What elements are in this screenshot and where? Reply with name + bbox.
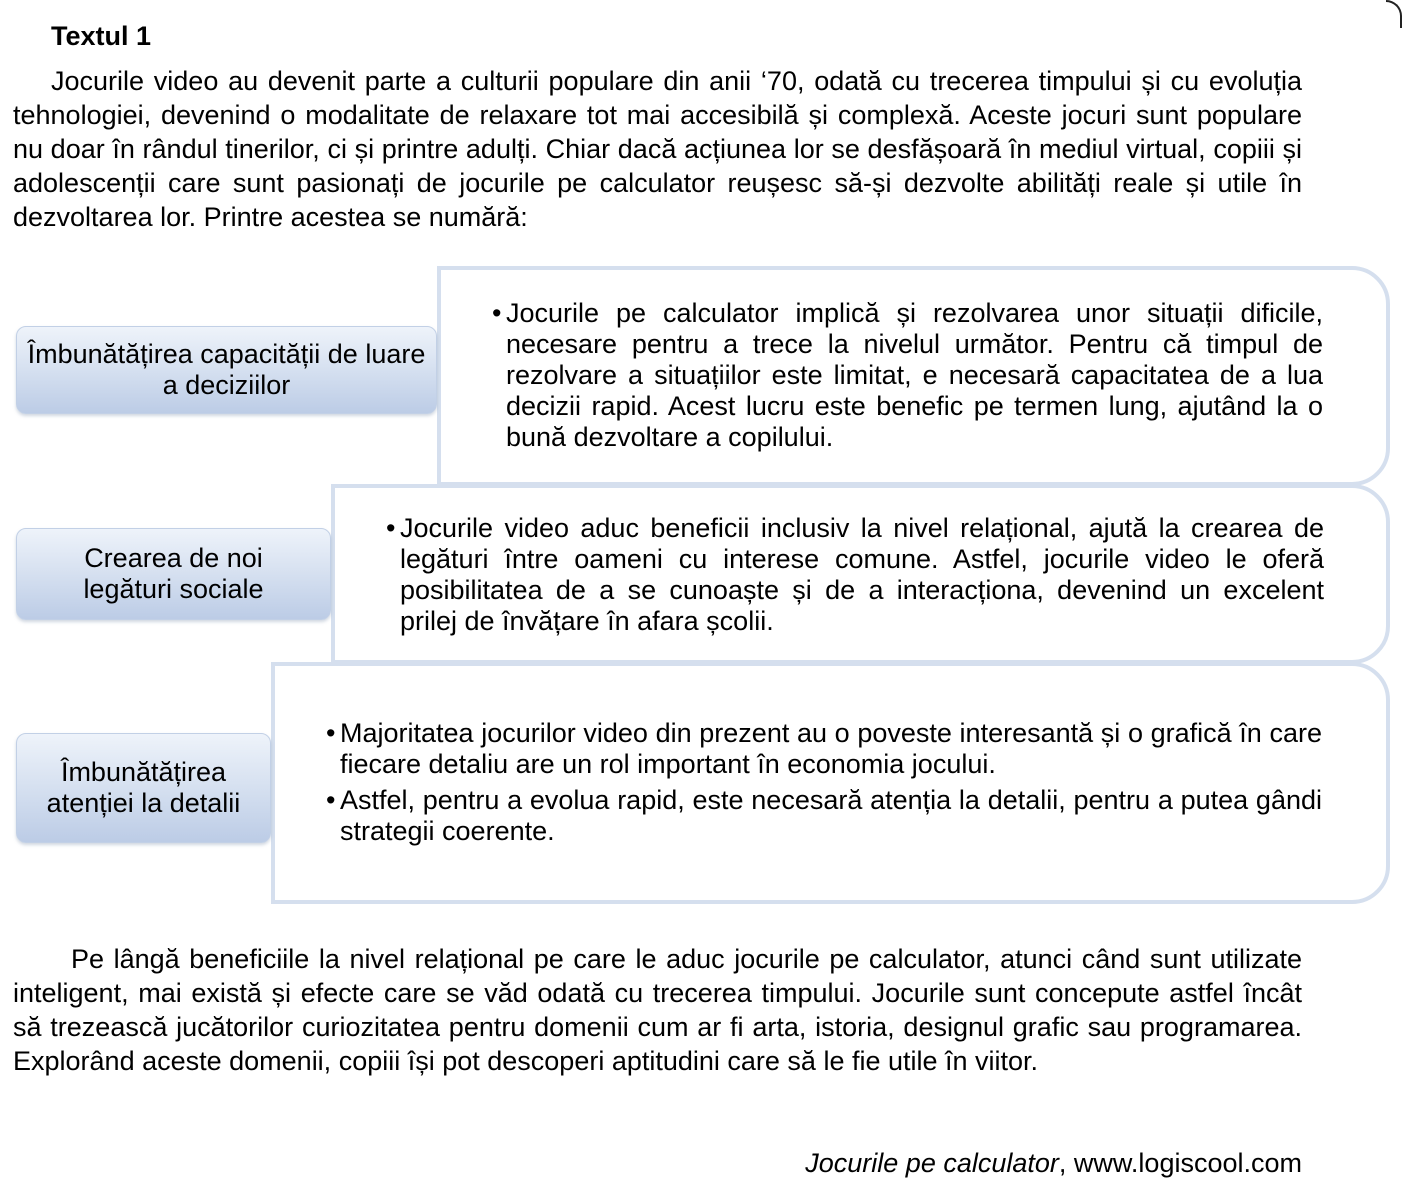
source-separator: , <box>1058 1148 1074 1178</box>
benefit-box-details <box>271 662 1390 904</box>
bullet-social: • Jocurile video aduc beneficii inclusiv la nivel relațional, ajută la crearea de legături între oameni cu interese comune. Astfel, jocurile video le oferă posibilitatea de a se cunoaște și de a interacționa, devenind un excelent prilej de învățare în afara școlii. <box>386 513 1324 637</box>
text-title: Textul 1 <box>51 21 152 51</box>
label-details-text: Îmbunătățirea atenției la detalii <box>46 757 241 818</box>
intro-paragraph: Jocurile video au devenit parte a culturii populare din anii ‘70, odată cu trecerea timpului și cu evoluția tehnologiei, devenind o modalitate de relaxare tot mai accesibilă și complexă. Aceste jocuri sunt populare nu doar în rândul tinerilor, ci și printre adulți. Chiar dacă acțiunea lor se desfășoară în mediul virtual, copiii și adolescenții care sunt pasionați de jocurile pe calculator reușesc să-și dezvolte abilități reale și utile în dezvoltarea lor. Printre acestea se numără: <box>13 66 1302 232</box>
label-details <box>16 733 271 843</box>
source-title: Jocurile pe calculator <box>805 1148 1059 1178</box>
source-site: www.logiscool.com <box>1073 1148 1302 1178</box>
label-decisions-text: Îmbunătățirea capacității de luare a deciziilor <box>27 339 426 400</box>
label-social-text: Crearea de noi legături sociale <box>83 543 264 604</box>
source-citation <box>805 1146 1302 1180</box>
bullet-decisions: • Jocurile pe calculator implică și rezolvarea unor situații dificile, necesare pentru a trece la nivelul următor. Pentru că timpul de rezolvare a situațiilor este limitat, e necesară capacitatea de a lua decizii rapid. Acest lucru este benefic pe termen lung, ajutând la o bună dezvoltare a copilului. <box>492 298 1323 453</box>
label-social <box>16 528 331 620</box>
bullet-details-1: • Majoritatea jocurilor video din prezent au o poveste interesantă și o grafică în care fiecare detaliu are un rol important în economia jocului. <box>326 718 1322 780</box>
outro-paragraph: Pe lângă beneficiile la nivel relațional pe care le aduc jocurile pe calculator, atunci când sunt utilizate inteligent, mai există și efecte care se văd odată cu trecerea timpului. Jocurile sunt concepute astfel încât să trezească jucătorilor curiozitatea pentru domenii cum ar fi arta, istoria, designul grafic sau programarea. Explorând aceste domenii, copiii își pot descoperi aptitudini care să le fie utile în viitor. <box>13 944 1302 1076</box>
bullet-details-2: • Astfel, pentru a evolua rapid, este necesară atenția la detalii, pentru a putea gândi strategii coerente. <box>326 785 1322 847</box>
page-frame-corner <box>1386 0 1402 28</box>
label-decisions <box>16 326 437 414</box>
